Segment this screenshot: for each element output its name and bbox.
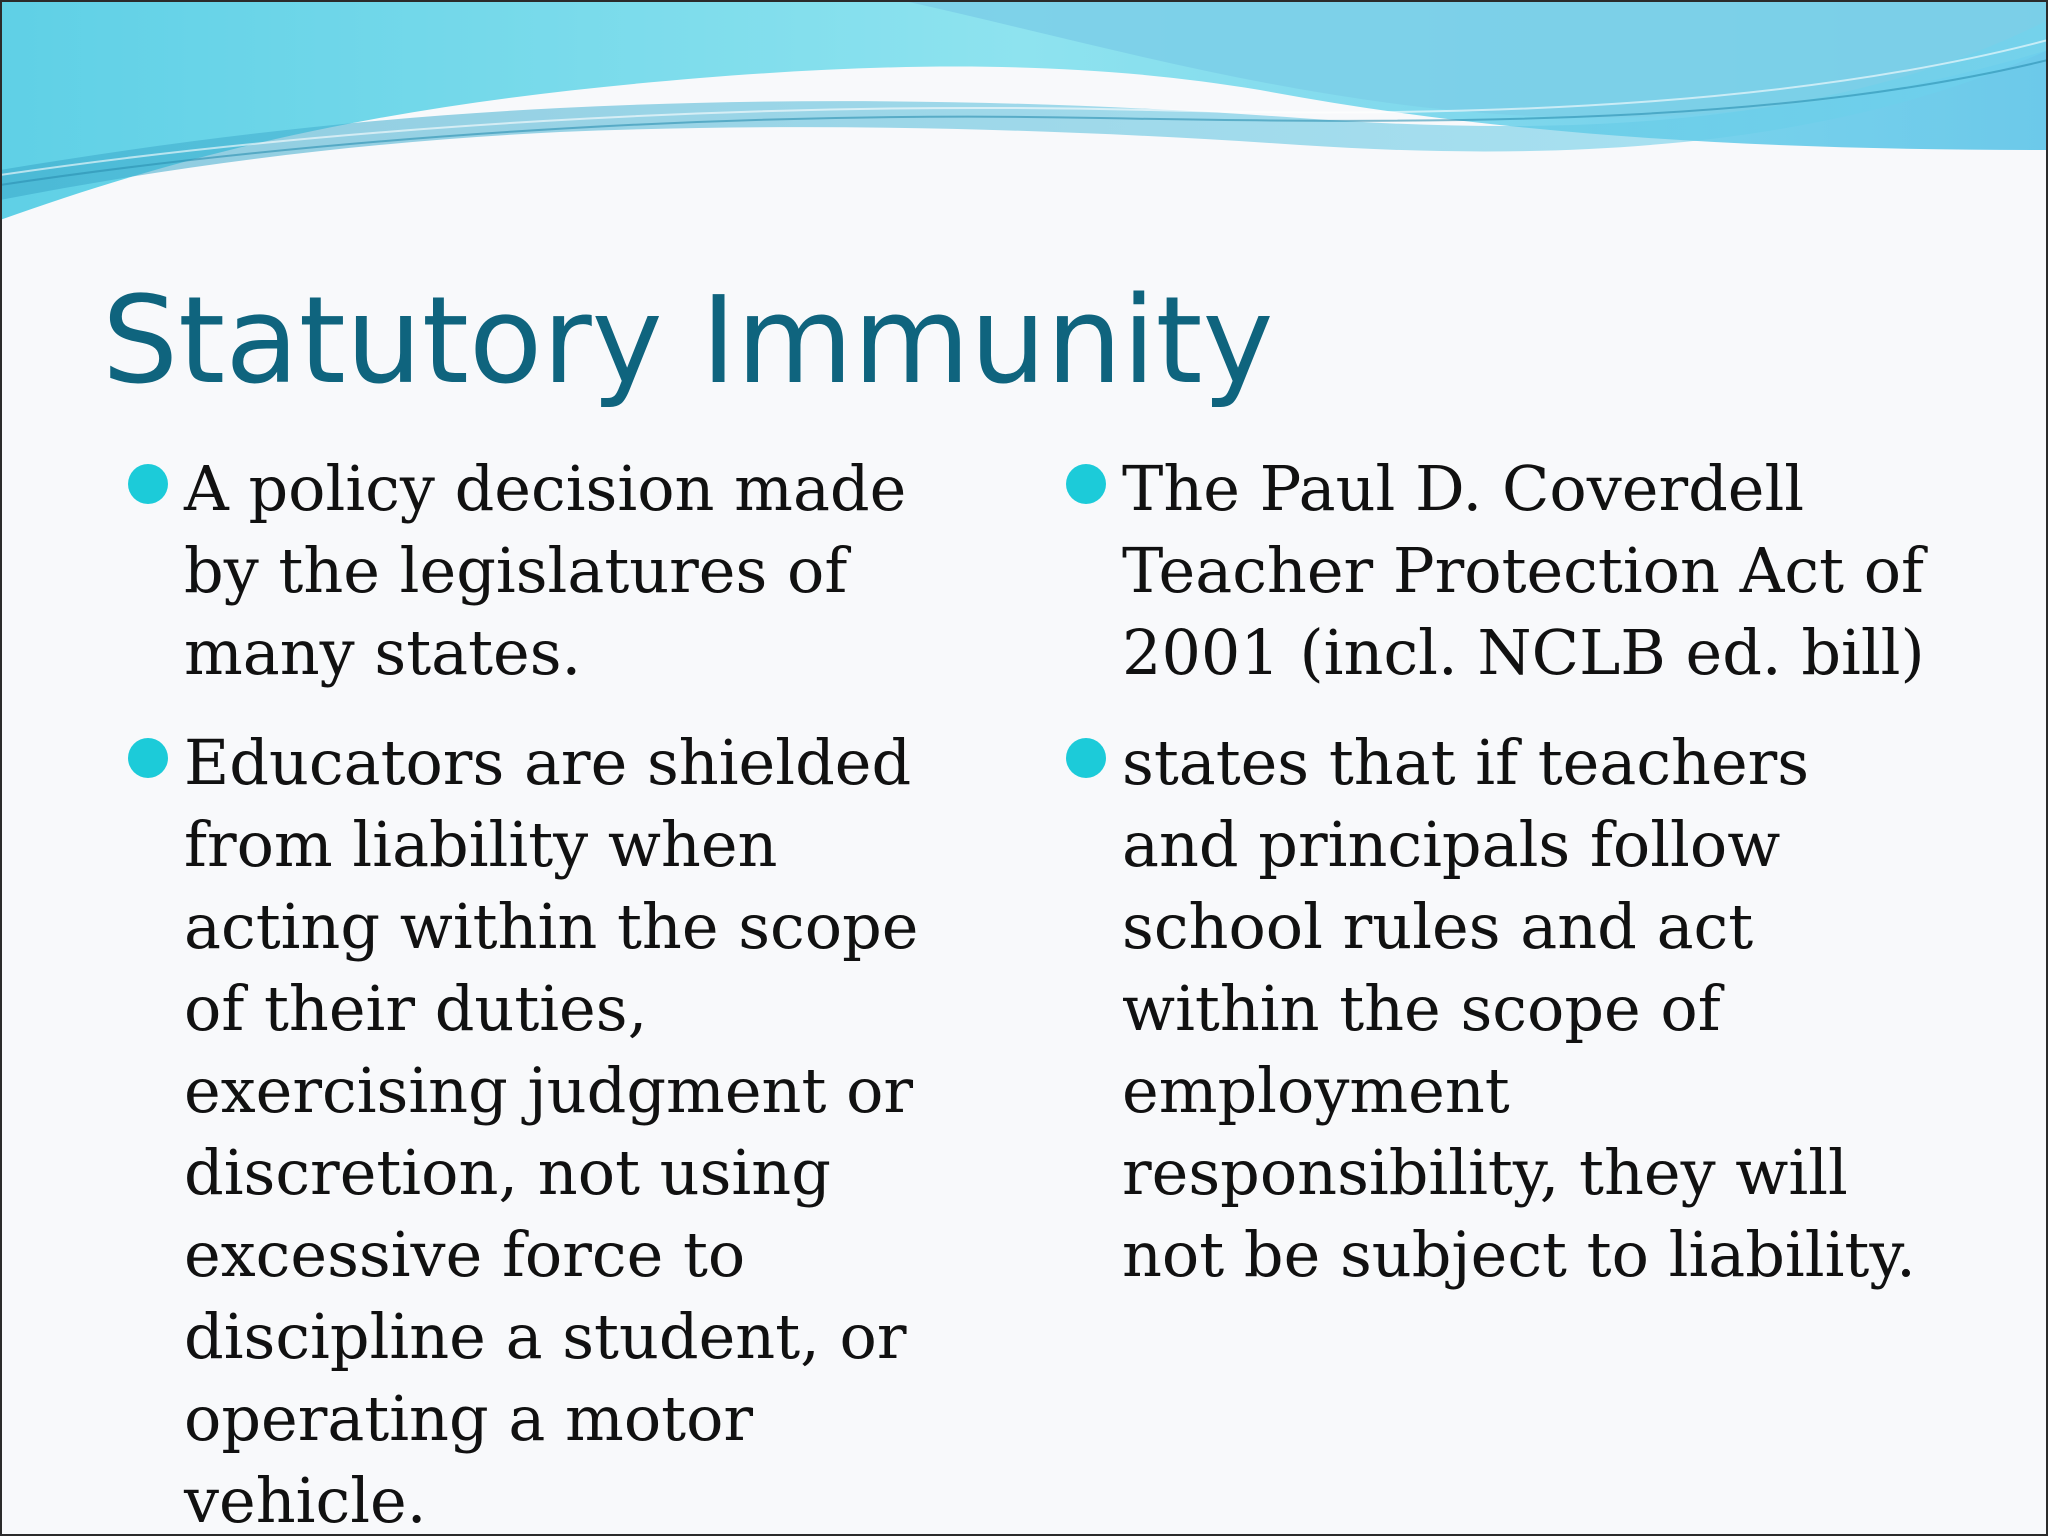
list-item bbox=[128, 722, 988, 1536]
list-item bbox=[128, 448, 988, 694]
bullet-text: Educators are shielded from liability when acting within the scope of their duties, exercising judgment or discretion, not using excessive force to discipline a student, or operating a motor vehicle. bbox=[184, 726, 919, 1536]
list-item bbox=[1066, 448, 1926, 694]
bullet-dot-icon bbox=[1066, 464, 1106, 504]
right-bullet-list bbox=[1066, 448, 1926, 1324]
list-item bbox=[1066, 722, 1926, 1296]
left-bullet-list bbox=[128, 448, 988, 1536]
bullet-dot-icon bbox=[128, 464, 168, 504]
slide-title: Statutory Immunity bbox=[102, 272, 1274, 411]
bullet-text: The Paul D. Coverdell Teacher Protection Act of 2001 (incl. NCLB ed. bill) bbox=[1122, 452, 1925, 689]
decorative-wave-header bbox=[0, 0, 2048, 240]
bullet-text: states that if teachers and principals follow school rules and act within the scope of employment responsibility, they will not be subject to liability. bbox=[1122, 726, 1916, 1291]
bullet-dot-icon bbox=[128, 738, 168, 778]
bullet-text: A policy decision made by the legislatures of many states. bbox=[184, 452, 907, 689]
bullet-dot-icon bbox=[1066, 738, 1106, 778]
